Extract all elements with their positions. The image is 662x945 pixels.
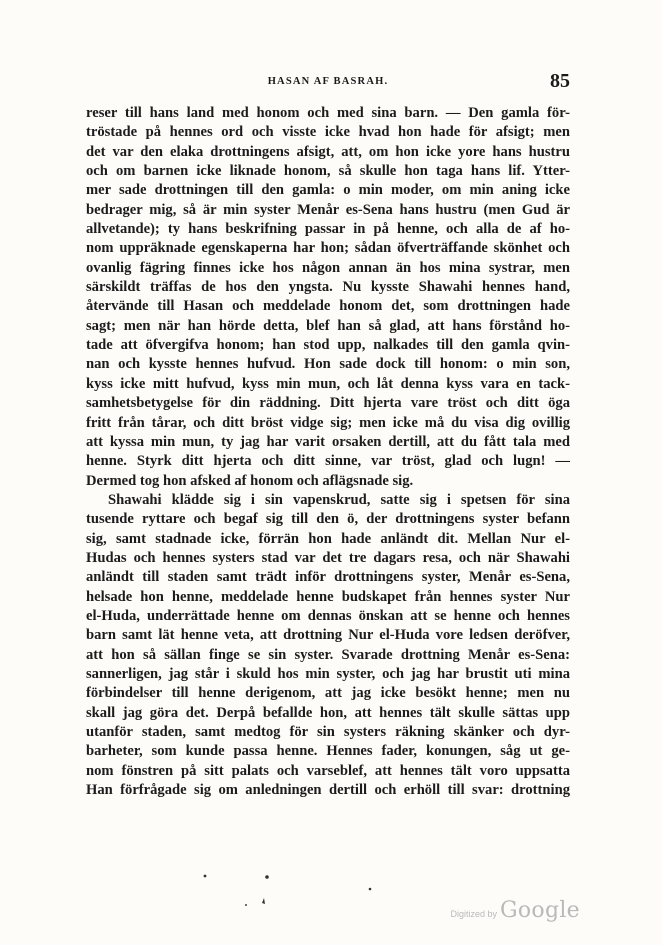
text-line: allvetande); ty hans beskrifning passar in på henne, och alla de af ho- <box>86 221 570 238</box>
text-line: reser till hans land med honom och med sina barn. — Den gamla för- <box>86 105 570 121</box>
text-line: mer sade drottningen till den gamla: o min moder, om min aning icke <box>86 182 570 199</box>
text-line: återvände till Hasan och meddelade honom det, som drottningen hade <box>86 298 570 315</box>
text-line: bedrager mig, så är min syster Menår es-Sena hans hustru (men Gud är <box>86 201 570 218</box>
text-line: tusende ryttare och begaf sig till den ö, der drottningens syster befann <box>86 511 570 528</box>
text-line: ovanlig fägring finnes icke hos någon annan än hos mina systrar, men <box>86 259 570 276</box>
watermark-prefix: Digitized by <box>450 909 497 919</box>
text-line: sannerligen, jag står i skuld hos min syster, och jag har brustit uti mina <box>86 665 570 682</box>
text-line: nom uppräknade egenskaperna har hon; sådan öfverträffande skönhet och <box>86 240 570 257</box>
text-line: att hon så sällan finge se sin syster. Svarade drottning Menår es-Sena: <box>86 646 570 663</box>
text-line: nan och kysste hennes hufvud. Hon sade dock till honom: o min son, <box>86 356 570 373</box>
text-line: tade att öfvergifva honom; han stod upp, nalkades till den gamla qvin- <box>86 337 570 354</box>
text-line: fritt från tårar, och ditt bröst vidge sig; men icke må du visa dig ovillig <box>86 414 570 431</box>
text-line: utanför staden, samt medtog för sin systers räkning skänker och dyr- <box>86 724 570 740</box>
text-line: Shawahi klädde sig i sin vapenskrud, satte sig i spetsen för sina <box>108 491 570 508</box>
running-title: HASAN AF BASRAH. <box>267 76 389 87</box>
text-line: Hudas och hennes systers stad var det tre dagars resa, och när Shawahi <box>86 549 570 566</box>
google-logo: Google <box>499 898 580 923</box>
text-line: förbindelser till henne derigenom, att jag icke besökt henne; men nu <box>86 685 570 702</box>
body-text <box>86 104 570 800</box>
text-line: särskildt träffas de hos den yngsta. Nu kysste Shawahi hennes hand, <box>86 279 570 296</box>
page-number: 85 <box>550 70 570 92</box>
text-line: barheter, som kunde passa henne. Hennes fader, konungen, såg ut ge- <box>86 743 570 760</box>
text-line: barn samt lät henne veta, att drottning Nur el-Huda vore ledsen deröfver, <box>86 627 570 644</box>
text-line: tröstade på hennes ord och visste icke hvad hon hade för afsigt; men <box>86 124 570 141</box>
text-line: att kyssa min mun, ty jag har varit orsaken dertill, att du fått tala med <box>86 433 570 450</box>
text-line: det var den elaka drottningens afsigt, att, om hon icke yore hans hustru <box>86 143 570 160</box>
text-line: sig, samt stadnade icke, förrän hon hade anländt dit. Mellan Nur el- <box>86 530 570 547</box>
text-line: el-Huda, underrättade henne om dennas önskan att se henne och hennes <box>86 607 570 624</box>
digitization-watermark <box>450 898 580 928</box>
text-line: kyss icke mitt hufvud, kyss min mun, och låt denna kyss vara en tack- <box>86 375 570 392</box>
text-line: och om barnen icke liknade honom, så skulle hon taga hans lif. Ytter- <box>86 163 570 180</box>
text-line: henne. Styrk ditt hjerta och ditt sinne, var tröst, glad och lugn! — <box>86 453 570 470</box>
text-line: nom fönstren på sitt palats och varseblef, att hennes tält voro uppsatta <box>86 762 570 779</box>
text-line: sagt; men när han hörde detta, blef han så glad, att hans förstånd ho- <box>86 317 570 334</box>
running-header <box>86 72 570 96</box>
text-line: Dermed tog hon afsked af honom och aflägsnade sig. <box>86 472 414 489</box>
text-line: anländt till staden samt trädt inför drottningens syster, Menår es-Sena, <box>86 569 570 586</box>
text-line: helsade hon henne, meddelade henne budskapet från hennes syster Nur <box>86 588 570 605</box>
text-line: Han förfrågade sig om anledningen dertill och erhöll till svar: drottning <box>86 782 570 799</box>
text-line: samhetsbetygelse för din räddning. Ditt hjerta vare tröst och ditt öga <box>86 395 570 412</box>
text-line: skall jag göra det. Derpå befallde hon, att hennes tält skulle sättas upp <box>86 704 570 721</box>
